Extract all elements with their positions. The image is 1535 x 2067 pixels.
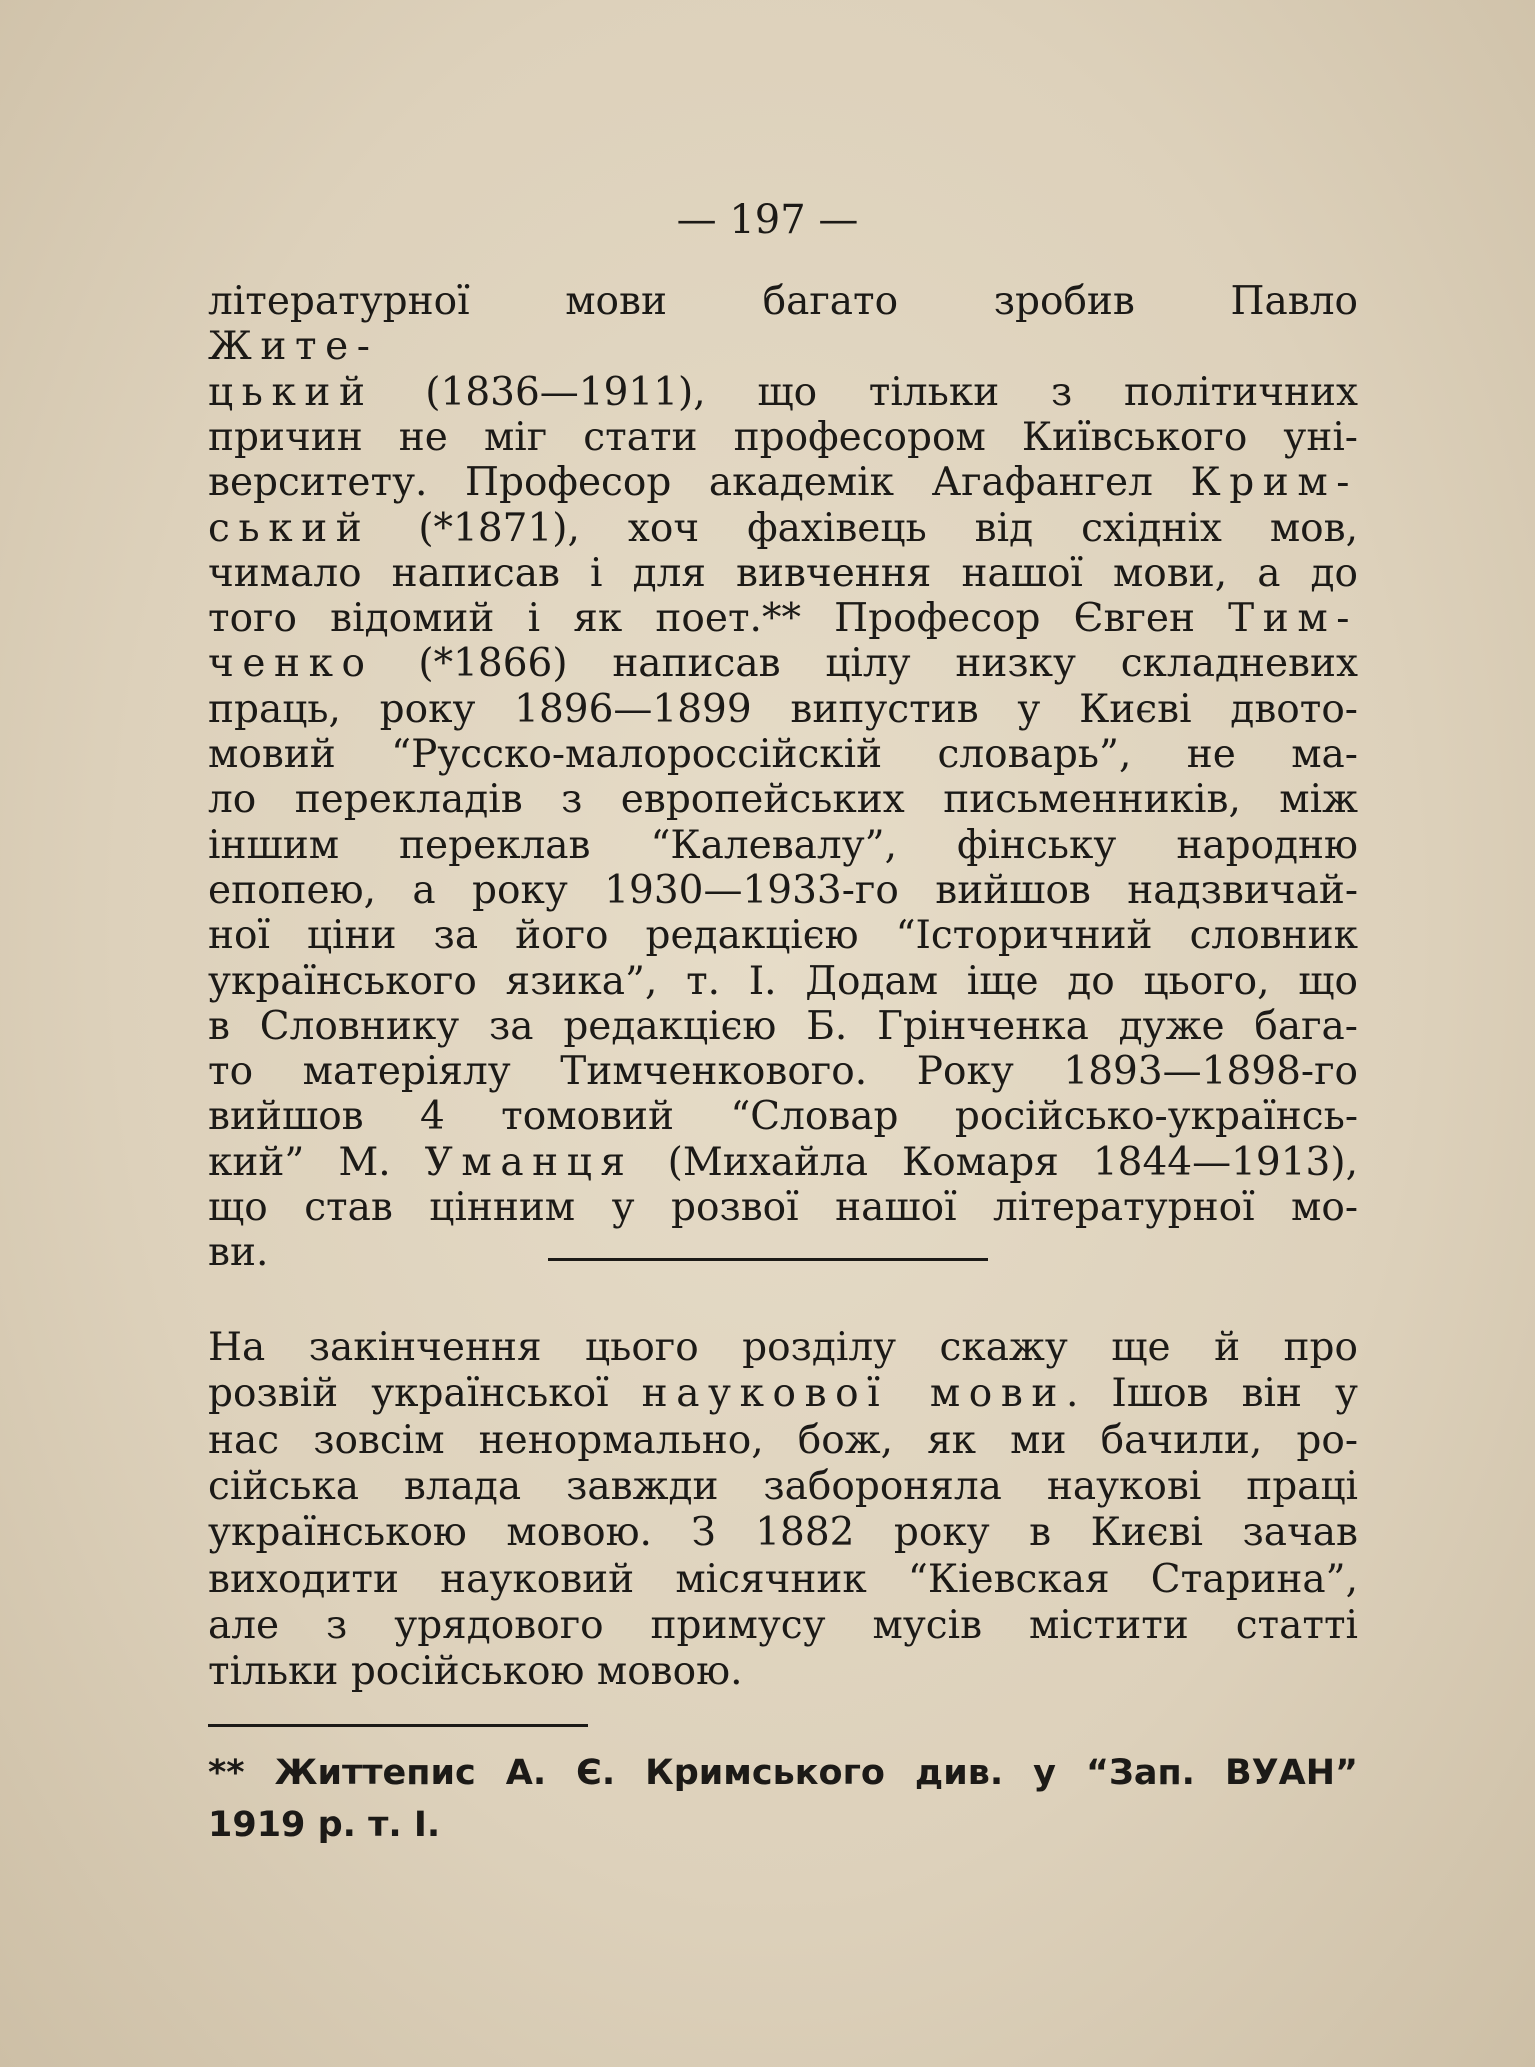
spaced-name: цький [208,369,374,415]
text-line [208,867,1358,913]
text-line [208,1049,1358,1095]
text-run: чимало написав і для вивчення нашої мови, а до [208,550,1358,596]
text-run: українського язика”, т. І. Додам іще до цього, що [208,958,1358,1004]
text-run: На закінчення цього розділу скажу ще й про [208,1325,1358,1370]
text-run: сійська влада завжди забороняла наукові праці [208,1463,1358,1509]
footnote-divider [208,1724,588,1727]
text-run: верситету. Професор академік Агафангел [208,460,1191,506]
text-line [208,1003,1358,1049]
text-run: (*1871), хоч фахівець від східніх мов, [370,505,1358,551]
text-run: (1836—1911), що тільки з політичних [373,369,1358,415]
spaced-name: ський [208,505,371,551]
text-line [208,1139,1358,1185]
text-line [208,777,1358,823]
text-line [208,414,1358,460]
text-line [208,958,1358,1004]
text-line [208,732,1358,777]
text-run: тільки російською мовою. [208,1649,743,1695]
text-run: виходити науковий місячник “Кіевская Старина”, [208,1556,1358,1602]
text-line [208,1463,1358,1509]
text-line [208,1602,1358,1648]
text-line [208,1417,1358,1463]
footnote-line: ** Життепис А. Є. Кримського див. у “Зап. ВУАН” [208,1753,1358,1793]
text-run: але з урядового примусу мусів містити статті [208,1602,1358,1648]
page-number: — 197 — [676,197,859,243]
text-run: вийшов 4 томовий “Словар російсько-українсь- [208,1094,1358,1140]
text-line [208,279,1358,324]
text-line [208,641,1358,687]
text-line [208,1371,1359,1417]
text-line [208,822,1358,868]
text-line [208,913,1358,959]
text-line [208,1185,1358,1230]
text-run: ви. [208,1230,269,1276]
text-run: праць, року 1896—1899 випустив у Києві двото- [208,686,1358,732]
spaced-name: Крим- [1190,460,1358,506]
text-run: нас зовсім ненормально, бож, як ми бачили, ро- [208,1417,1358,1463]
text-run: ло перекладів з европейських письменників, між [208,777,1358,823]
text-line [208,1556,1358,1602]
text-line [208,686,1358,732]
text-run: в Словнику за редакцією Б. Грінченка дуже бага- [208,1003,1358,1049]
footnote-line: 1919 р. т. І. [208,1805,441,1845]
text-line [208,596,1358,642]
text-run: . Ішов він у [1065,1371,1359,1417]
section-divider [548,1258,988,1261]
text-line [208,1230,1358,1276]
text-run: то матеріялу Тимченкового. Року 1893—1898-го [208,1049,1358,1095]
text-run: кий” М. [208,1139,425,1185]
text-run: українською мовою. З 1882 року в Києві зачав [208,1510,1358,1556]
text-line [208,1094,1358,1140]
text-run: (Михайла Комаря 1844—1913), [633,1139,1358,1185]
spaced-name: ченко [208,641,374,687]
text-line [208,1649,1358,1695]
spaced-name: Жите- [208,324,379,370]
text-line [208,1325,1358,1370]
text-line [208,505,1358,551]
text-line [208,1510,1358,1556]
text-run: що став цінним у розвої нашої літературної мо- [208,1185,1358,1230]
text-run: іншим переклав “Калевалу”, фінську народню [208,822,1358,868]
text-line [208,550,1358,596]
text-run: мовий “Русско-малороссійскій словарь”, не ма- [208,732,1358,777]
spaced-name: наукової мови [641,1371,1066,1417]
text-run: (*1866) написав цілу низку складневих [373,641,1358,687]
spaced-name: Уманця [424,1139,634,1185]
text-run: літературної мови багато зробив Павло [208,279,1358,324]
text-run: розвій української [208,1371,642,1417]
text-run: причин не міг стати професором Київського уні- [208,414,1358,460]
text-line [208,324,1358,370]
spaced-name: Тим- [1228,596,1358,642]
text-run: ної ціни за його редакцією “Історичний словник [208,913,1358,959]
text-run: епопею, а року 1930—1933-го вийшов надзвичай- [208,867,1358,913]
text-run: того відомий і як поет.** Професор Євген [208,596,1229,642]
text-line [208,369,1358,415]
text-line [208,460,1358,506]
